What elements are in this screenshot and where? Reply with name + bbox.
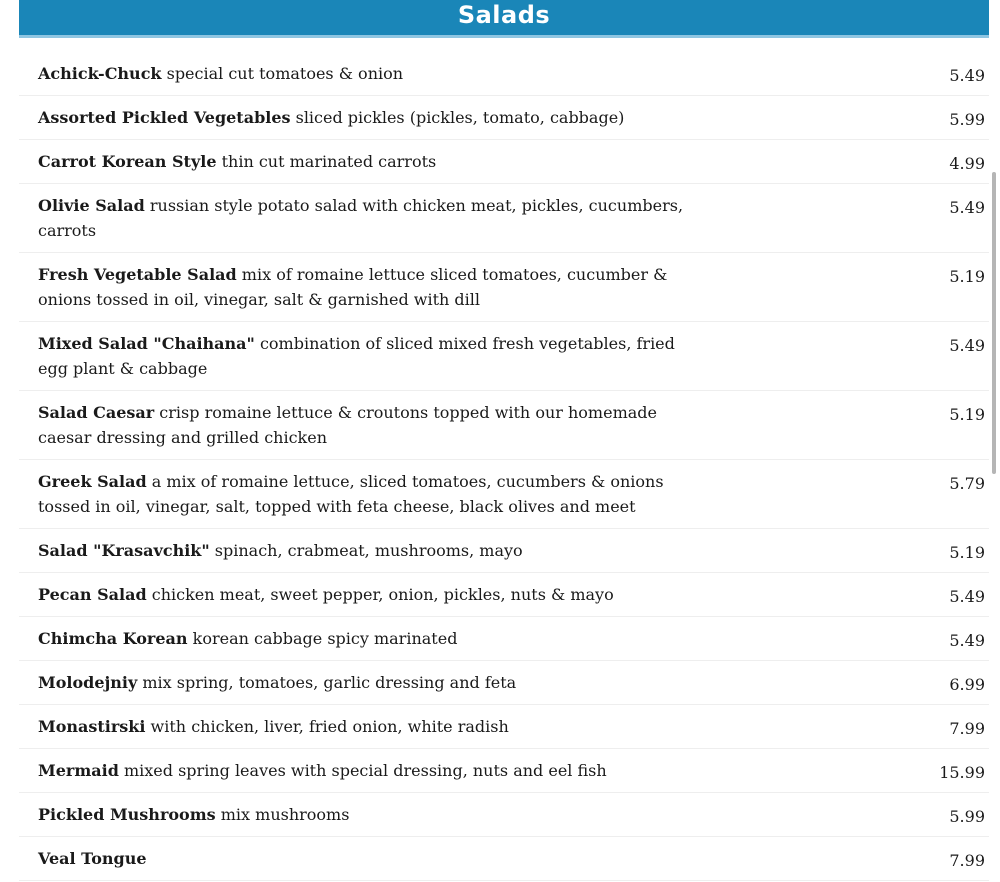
item-price: 5.19 [949, 405, 985, 424]
item-price: 5.49 [949, 198, 985, 217]
item-name: Achick-Chuck [38, 64, 162, 83]
menu-item [19, 184, 989, 253]
menu-item [19, 705, 989, 749]
item-price: 5.49 [949, 336, 985, 355]
item-name: Pickled Mushrooms [38, 805, 216, 824]
item-name: Fresh Vegetable Salad [38, 265, 237, 284]
menu-item [19, 749, 989, 793]
item-name: Mermaid [38, 761, 119, 780]
item-price: 5.49 [949, 631, 985, 650]
item-description: with chicken, liver, fried onion, white radish [145, 717, 509, 736]
item-description: mix mushrooms [215, 805, 350, 824]
item-price: 5.19 [949, 543, 985, 562]
item-description: mixed spring leaves with special dressing, nuts and eel fish [118, 761, 607, 780]
item-price: 4.99 [949, 154, 985, 173]
item-price: 5.49 [949, 66, 985, 85]
item-description: special cut tomatoes & onion [161, 64, 404, 83]
menu-item [19, 617, 989, 661]
item-price: 5.49 [949, 587, 985, 606]
menu-item [19, 253, 989, 322]
item-name: Monastirski [38, 717, 146, 736]
item-name: Chimcha Korean [38, 629, 188, 648]
item-name: Molodejniy [38, 673, 138, 692]
item-name: Mixed Salad "Chaihana" [38, 334, 255, 353]
item-description: spinach, crabmeat, mushrooms, mayo [209, 541, 523, 560]
item-description: mix spring, tomatoes, garlic dressing and feta [137, 673, 517, 692]
item-description: russian style potato salad with chicken meat, pickles, cucumbers, carrots [38, 196, 684, 240]
item-price: 7.99 [949, 719, 985, 738]
item-description: korean cabbage spicy marinated [187, 629, 458, 648]
menu-item [19, 96, 989, 140]
item-name: Veal Tongue [38, 849, 147, 868]
item-name: Greek Salad [38, 472, 147, 491]
item-price: 5.79 [949, 474, 985, 493]
item-price: 7.99 [949, 851, 985, 870]
item-description: combination of sliced mixed fresh vegetables, fried egg plant & cabbage [38, 334, 675, 378]
item-name: Pecan Salad [38, 585, 147, 604]
item-price: 6.99 [949, 675, 985, 694]
item-name: Olivie Salad [38, 196, 145, 215]
item-price: 5.99 [949, 110, 985, 129]
salad-menu-list [19, 52, 989, 881]
menu-item [19, 661, 989, 705]
menu-item [19, 322, 989, 391]
menu-item [19, 837, 989, 881]
item-description: sliced pickles (pickles, tomato, cabbage) [290, 108, 625, 127]
section-title: Salads [457, 1, 551, 29]
section-header [19, 0, 989, 38]
menu-item [19, 793, 989, 837]
item-price: 5.99 [949, 807, 985, 826]
menu-item [19, 140, 989, 184]
scrollbar-thumb[interactable] [992, 172, 996, 474]
menu-item [19, 529, 989, 573]
menu-item [19, 573, 989, 617]
item-description: mix of romaine lettuce sliced tomatoes, cucumber & onions tossed in oil, vinegar, salt & garnished with dill [38, 265, 668, 309]
item-description: chicken meat, sweet pepper, onion, pickles, nuts & mayo [146, 585, 614, 604]
item-description: crisp romaine lettuce & croutons topped with our homemade caesar dressing and grilled chicken [38, 403, 657, 447]
item-description: a mix of romaine lettuce, sliced tomatoes, cucumbers & onions tossed in oil, vinegar, salt, topped with feta cheese, black olives and meet [38, 472, 664, 516]
item-name: Carrot Korean Style [38, 152, 217, 171]
item-name: Assorted Pickled Vegetables [38, 108, 291, 127]
menu-item [19, 460, 989, 529]
item-price: 15.99 [939, 763, 985, 782]
item-name: Salad Caesar [38, 403, 155, 422]
menu-item [19, 52, 989, 96]
item-name: Salad "Krasavchik" [38, 541, 210, 560]
item-description: thin cut marinated carrots [216, 152, 437, 171]
menu-item [19, 391, 989, 460]
item-price: 5.19 [949, 267, 985, 286]
